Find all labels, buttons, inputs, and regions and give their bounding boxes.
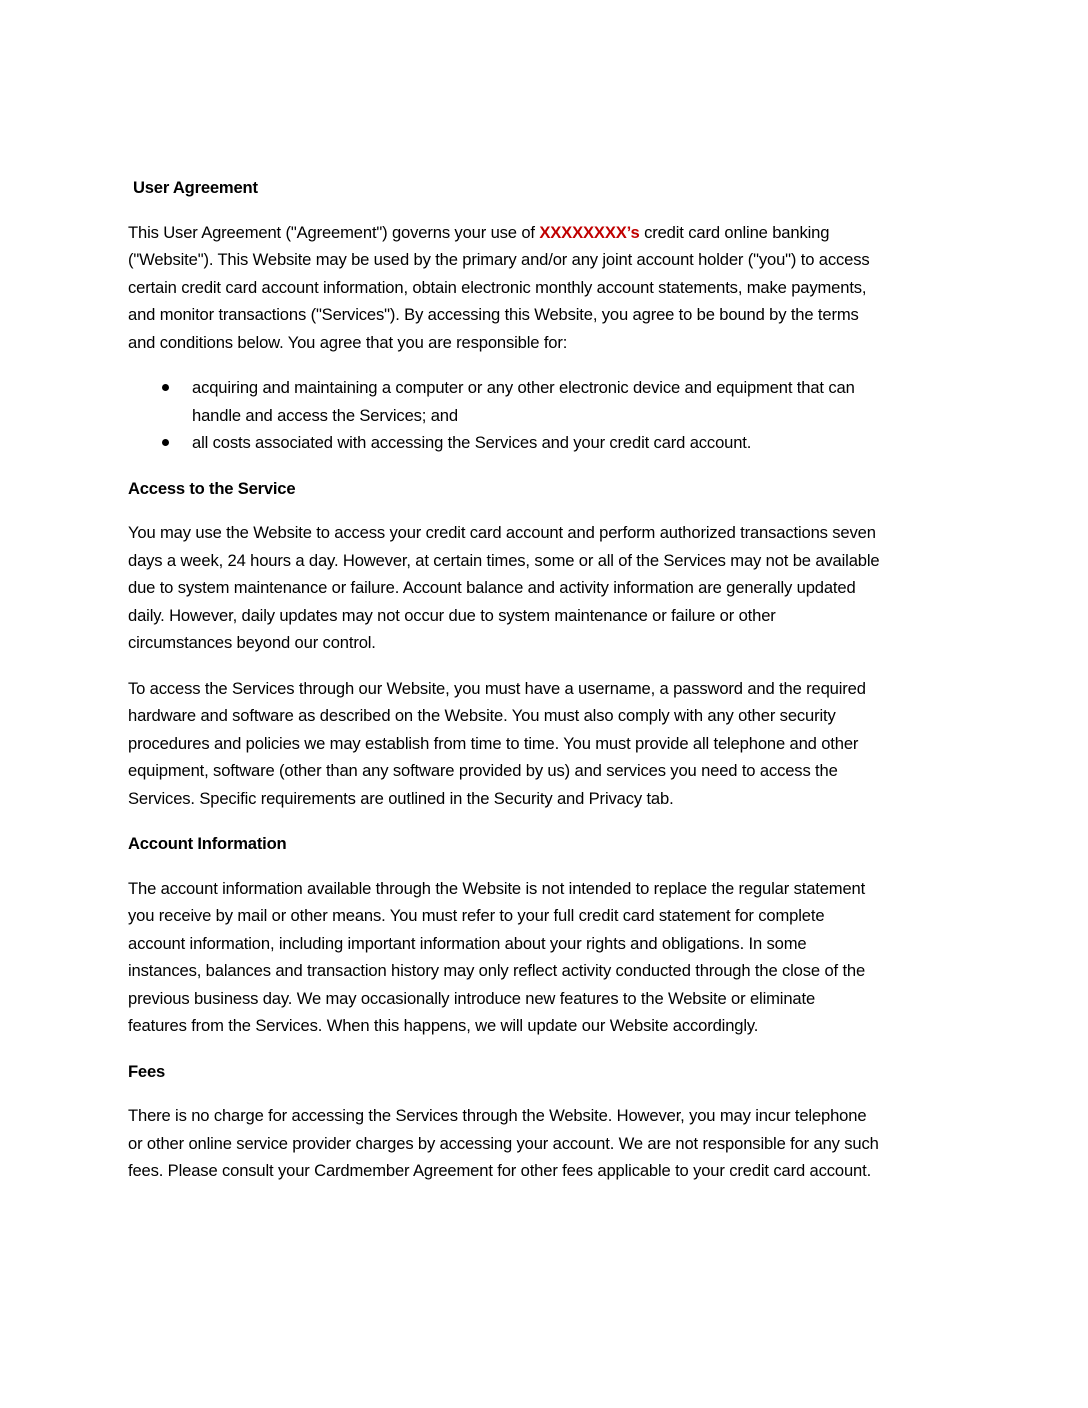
paragraph-line: There is no charge for accessing the Services through the Website. However, you may incur telephone bbox=[128, 1106, 867, 1125]
intro-line: and monitor transactions ("Services"). By accessing this Website, you agree to be bound by the terms bbox=[128, 305, 859, 324]
section-heading: Account Information bbox=[128, 834, 287, 853]
intro-line: certain credit card account information, obtain electronic monthly account statements, make payments, bbox=[128, 277, 867, 297]
section-access-to-service bbox=[128, 475, 968, 813]
paragraph-line: due to system maintenance or failure. Account balance and activity information are generally updated bbox=[128, 578, 856, 597]
brand-name-placeholder: XXXXXXXX’s bbox=[539, 222, 640, 242]
paragraph-line: days a week, 24 hours a day. However, at certain times, some or all of the Services may not be available bbox=[128, 550, 880, 570]
responsibilities-list bbox=[128, 374, 968, 457]
paragraph-line: instances, balances and transaction history may only reflect activity conducted through the close of the bbox=[128, 961, 866, 980]
section-heading: Fees bbox=[128, 1061, 166, 1081]
list-item bbox=[128, 374, 968, 429]
paragraph-line: equipment, software (other than any software provided by us) and services you need to access the bbox=[128, 761, 838, 780]
list-item-text: all costs associated with accessing the Services and your credit card account. bbox=[192, 433, 752, 452]
paragraph-line: To access the Services through our Website, you must have a username, a password and the required bbox=[128, 678, 866, 698]
paragraph-line: hardware and software as described on the Website. You must also comply with any other security bbox=[128, 706, 836, 725]
paragraph-line: You may use the Website to access your credit card account and perform authorized transactions seven bbox=[128, 523, 876, 542]
paragraph-line: procedures and policies we may establish from time to time. You must provide all telephone and other bbox=[128, 733, 859, 753]
paragraph bbox=[128, 675, 968, 813]
paragraph bbox=[128, 875, 968, 1040]
paragraph-line: account information, including important information about your rights and obligations. In some bbox=[128, 933, 807, 953]
paragraph-line: Services. Specific requirements are outlined in the Security and Privacy tab. bbox=[128, 788, 674, 808]
paragraph bbox=[128, 519, 968, 657]
section-fees bbox=[128, 1058, 968, 1185]
intro-paragraph bbox=[128, 219, 968, 357]
paragraph-line: fees. Please consult your Cardmember Agreement for other fees applicable to your credit card account. bbox=[128, 1161, 872, 1180]
paragraph-line: circumstances beyond our control. bbox=[128, 633, 376, 652]
list-item-text: handle and access the Services; and bbox=[192, 405, 458, 425]
section-heading: Access to the Service bbox=[128, 478, 296, 498]
paragraph-line: features from the Services. When this happens, we will update our Website accordingly. bbox=[128, 1016, 759, 1035]
paragraph-line: The account information available through the Website is not intended to replace the regular statement bbox=[128, 878, 866, 898]
bullet-icon bbox=[162, 439, 169, 446]
intro-text: credit card online banking bbox=[639, 222, 830, 242]
paragraph bbox=[128, 1102, 968, 1185]
bullet-icon bbox=[162, 384, 169, 391]
document-body bbox=[128, 174, 968, 1185]
paragraph-line: you receive by mail or other means. You must refer to your full credit card statement for complete bbox=[128, 906, 825, 925]
paragraph-line: or other online service provider charges by accessing your account. We are not responsible for any such bbox=[128, 1133, 879, 1153]
list-item-text: acquiring and maintaining a computer or any other electronic device and equipment that can bbox=[192, 378, 855, 397]
intro-line: and conditions below. You agree that you are responsible for: bbox=[128, 332, 568, 352]
intro-line bbox=[128, 219, 968, 247]
intro-text: This User Agreement ("Agreement") governs your use of bbox=[128, 222, 540, 242]
section-account-information bbox=[128, 830, 968, 1040]
document-title: User Agreement bbox=[133, 178, 258, 197]
paragraph-line: daily. However, daily updates may not occur due to system maintenance or failure or other bbox=[128, 605, 776, 625]
list-item bbox=[128, 429, 968, 457]
paragraph-line: previous business day. We may occasionally introduce new features to the Website or eliminate bbox=[128, 988, 816, 1008]
intro-line: ("Website"). This Website may be used by the primary and/or any joint account holder ("you") to access bbox=[128, 250, 870, 269]
